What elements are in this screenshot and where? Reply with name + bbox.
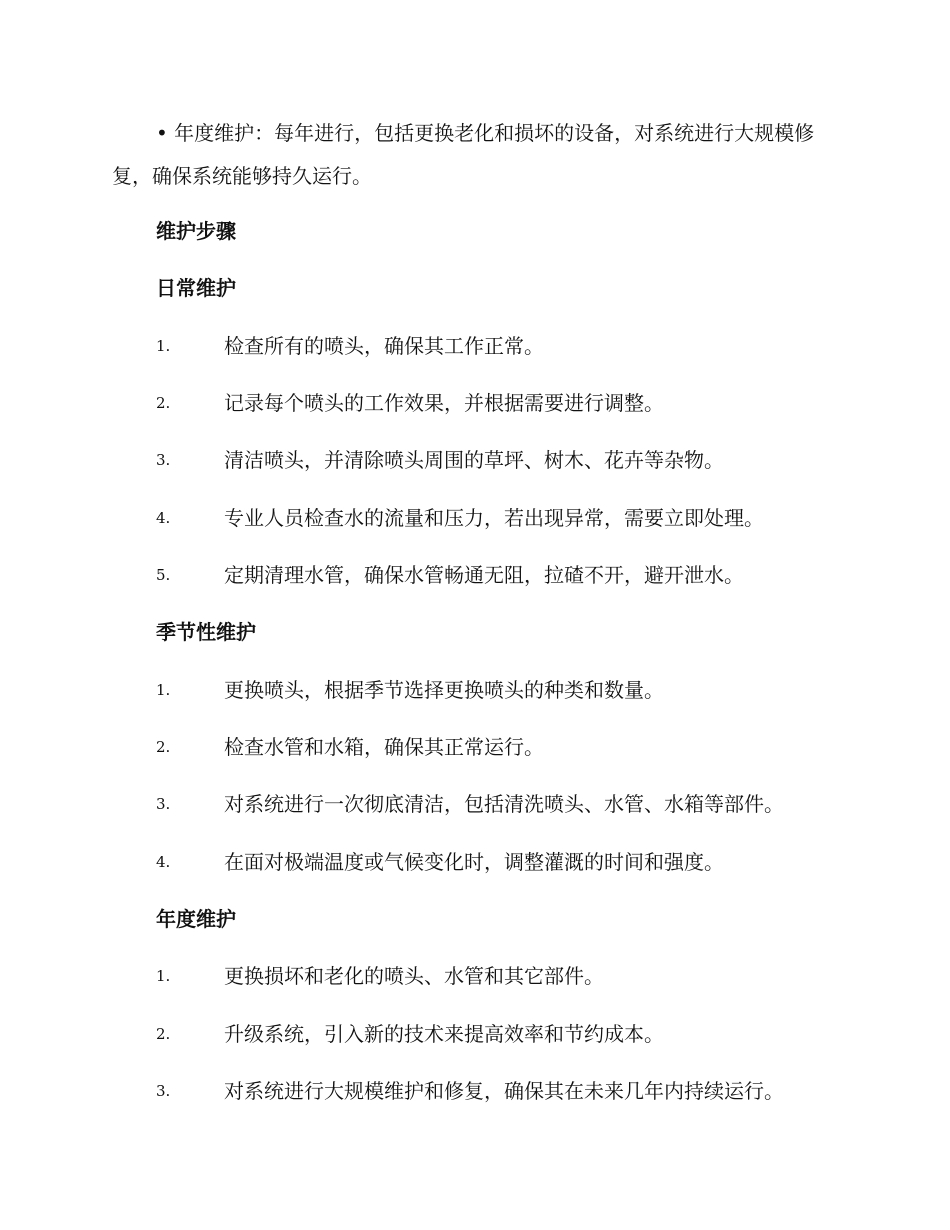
list-text: 对系统进行一次彻底清洁，包括清洗喷头、水管、水箱等部件。 (224, 792, 784, 816)
list-item (156, 503, 856, 533)
list-number: 4. (156, 853, 171, 871)
list-number: 2. (156, 394, 171, 412)
list-item (156, 961, 856, 991)
list-text: 更换损坏和老化的喷头、水管和其它部件。 (224, 964, 604, 988)
daily-heading: 日常维护 (156, 276, 236, 300)
seasonal-heading: 季节性维护 (156, 620, 256, 644)
list-item (156, 732, 856, 762)
intro-paragraph: • 年度维护：每年进行，包括更换老化和损坏的设备，对系统进行大规模修复，确保系统能够持久运行。 (112, 121, 815, 188)
list-text: 更换喷头，根据季节选择更换喷头的种类和数量。 (224, 678, 664, 702)
list-number: 1. (156, 681, 171, 699)
list-text: 对系统进行大规模维护和修复，确保其在未来几年内持续运行。 (224, 1079, 784, 1103)
section-title: 维护步骤 (156, 219, 236, 243)
list-number: 4. (156, 509, 171, 527)
list-number: 2. (156, 738, 171, 756)
list-number: 5. (156, 566, 171, 584)
list-number: 1. (156, 967, 171, 985)
list-text: 检查所有的喷头，确保其工作正常。 (224, 334, 544, 358)
list-number: 3. (156, 1082, 171, 1100)
list-number: 3. (156, 451, 171, 469)
list-item (156, 331, 856, 361)
list-number: 3. (156, 795, 171, 813)
list-item (156, 675, 856, 705)
list-item (156, 789, 856, 819)
list-number: 1. (156, 337, 171, 355)
list-number: 2. (156, 1025, 171, 1043)
list-text: 检查水管和水箱，确保其正常运行。 (224, 735, 544, 759)
list-text: 定期清理水管，确保水管畅通无阻，拉碴不开，避开泄水。 (224, 563, 744, 587)
list-text: 在面对极端温度或气候变化时，调整灌溉的时间和强度。 (224, 850, 724, 874)
list-item (156, 847, 856, 877)
list-text: 升级系统，引入新的技术来提高效率和节约成本。 (224, 1022, 664, 1046)
list-text: 清洁喷头，并清除喷头周围的草坪、树木、花卉等杂物。 (224, 448, 724, 472)
list-item (156, 1019, 856, 1049)
list-text: 记录每个喷头的工作效果，并根据需要进行调整。 (224, 391, 664, 415)
list-text: 专业人员检查水的流量和压力，若出现异常，需要立即处理。 (224, 506, 764, 530)
list-item (156, 388, 856, 418)
list-item (156, 445, 856, 475)
list-item (156, 560, 856, 590)
list-item (156, 1076, 856, 1106)
annual-heading: 年度维护 (156, 907, 236, 931)
